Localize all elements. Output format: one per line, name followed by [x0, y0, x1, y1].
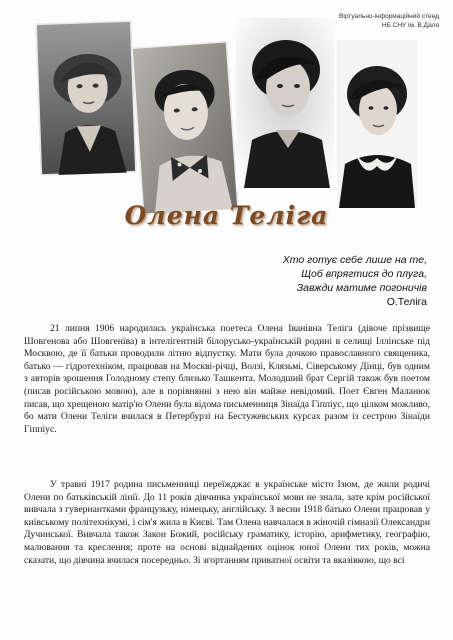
library-header: [339, 12, 439, 30]
epigraph: [283, 253, 427, 309]
biography-paragraph-1: [24, 323, 430, 436]
photo-portrait-4: [337, 40, 417, 208]
epigraph-line-1: Хто готує себе лише на те,: [282, 254, 427, 266]
photo-portrait-1: [35, 20, 136, 175]
biography-paragraph-2: [24, 479, 430, 567]
epigraph-author: О.Теліга: [386, 296, 427, 308]
photo-portrait-2: [131, 41, 238, 215]
epigraph-line-3: Завжди матиме погоничів: [296, 282, 427, 294]
header-line-1: Віртуально-інформаційний стенд: [339, 13, 439, 20]
photo-portrait-3: [236, 18, 334, 188]
page-title: Олена Теліга: [124, 201, 329, 230]
header-line-2: НБ СНУ ім. В.Даля: [381, 22, 439, 29]
paragraph-text: 21 липня 1906 народилась українська поетеса Олена Іванівна Теліга (дівоче прізвище Шовгенова або Шовгенїва) в інтелігентній білорусько-українській родині в селищі Іллінське під Москвою, де її батьки проводили літню відпустку. Мати була дочкою православного священика, батько — гідротехніком, працював на Москві-річці, Волзі, Клязьмі, Сіверському Дінці, був одним з авторів зрошення Голодному степу близько Ташкента. Молодший брат Сергій також був поетом (писав російською мовою), але в порівнянні з нею він майже невідомий. Поет Євген Маланюк писав, що хрещеною матір'ю Олени була відома письменниця Зінаїда Гіппіус, що цілком можливо, бо мати Олени Теліги вчилася в Петербурзі на Бестужевських курсах разом із сестрою Зінаїди Гіппіус.: [24, 323, 430, 435]
epigraph-line-2: Щоб впрягтися до плуга,: [301, 268, 427, 280]
paragraph-text: У травні 1917 родина письменниці переїжджає в українське місто Ізюм, де жили родичі Олени по батьківській лінії. До 11 років дівчинка української мови не знала, зате крім російської вивчала з гувернантками французьку, німецьку, англійську. З весни 1918 батько Олени працював у київському політехнікумі, і сім'я жила в Києві. Там Олена навчалася в жіночій гімназії Олександри Дучинської. Вивчала також Закон Божий, російську граматику, історію, арифметику, географію, малювання та креслення; проте на основі віднайдених оцінок юної Олени тих років, можна сказати, що дівчина вчилася посередньо. Зі згортанням приватної освіти та вказівкою, що всі: [24, 479, 430, 566]
